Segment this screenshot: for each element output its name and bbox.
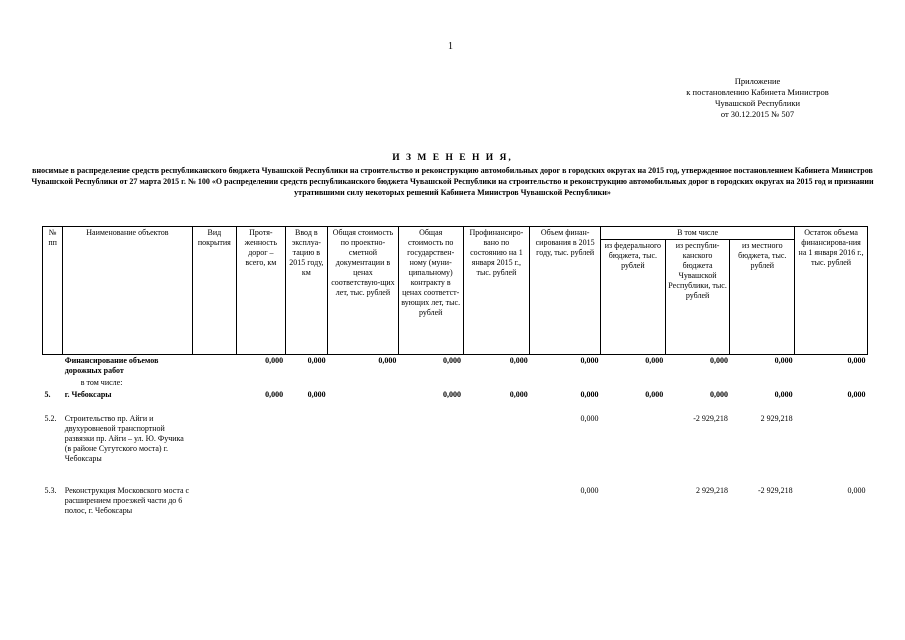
table-row <box>43 389 868 413</box>
document-title: И З М Е Н Е Н И Я, <box>392 153 513 163</box>
appendix-line-1: Приложение <box>734 76 781 86</box>
table-row <box>43 413 868 485</box>
row-name: в том числе: <box>80 378 123 387</box>
cell-prefinanced: 0,000 <box>509 390 528 399</box>
row-no: 5.2. <box>44 414 57 423</box>
appendix-line-2: к постановлению Кабинета Министров <box>686 87 829 97</box>
header-local: из местного бюджета, тыс. рублей <box>730 240 795 355</box>
appendix-line-3: Чувашской Республики <box>714 98 801 108</box>
cell-volume: 0,000 <box>580 390 599 399</box>
document-subtitle: вносимые в распределение средств республиканского бюджета Чувашской Республики на строительство и реконструкцию автомобильных дорог в городских округах на 2015 год, утвержденное постановлением Кабинета Министров Чувашской Республики от 27 марта 2015 г. № 100 «О распределении средств республиканского бюджета Чувашской Республики на строительство и реконструкцию автомобильных дорог в городских округах на 2015 год и признании утратившими силу некоторых решений Кабинета Министров Чувашской Республики» <box>31 166 874 197</box>
header-volume: Объем финан-сирования в 2015 году, тыс. рублей <box>530 227 601 355</box>
row-name: Строительство пр. Айги и двухуровневой транспортной развязки пр. Айги – ул. Ю. Фучика (в районе Сугутского моста) г. Чебоксары <box>64 414 184 463</box>
page-number: 1 <box>448 41 453 52</box>
cell-balance: 0,000 <box>847 356 866 365</box>
cell-volume: 0,000 <box>580 486 599 495</box>
cell-commission: 0,000 <box>307 390 326 399</box>
cell-balance: 0,000 <box>847 390 866 399</box>
cell-volume: 0,000 <box>580 414 599 423</box>
table-row <box>43 485 868 517</box>
cell-contract: 0,000 <box>443 390 462 399</box>
cell-republic: 0,000 <box>709 356 728 365</box>
appendix-block <box>640 76 875 120</box>
cell-design <box>328 389 399 413</box>
cell-design: 0,000 <box>378 356 397 365</box>
row-name: Реконструкция Московского моста с расширением проезжей части до 6 полос, г. Чебоксары <box>64 486 190 515</box>
cell-length: 0,000 <box>265 356 284 365</box>
header-commission: Ввод в эксплуа-тацию в 2015 году, км <box>285 227 327 355</box>
cell-local: 0,000 <box>774 390 793 399</box>
cell-commission: 0,000 <box>307 356 326 365</box>
cell-length: 0,000 <box>265 390 284 399</box>
cell-federal: 0,000 <box>645 356 664 365</box>
header-design-cost: Общая стоимость по проектно-сметной документации в ценах соответствую-щих лет, тыс. рублей <box>328 227 399 355</box>
cell-local: 2 929,218 <box>760 414 793 423</box>
cell-prefinanced: 0,000 <box>509 356 528 365</box>
header-name: Наименование объектов <box>63 227 192 355</box>
cell-federal: 0,000 <box>645 390 664 399</box>
cell-republic: -2 929,218 <box>693 414 728 423</box>
header-length: Протя-женность дорог – всего, км <box>237 227 286 355</box>
row-name: г. Чебоксары <box>64 390 112 399</box>
cell-republic: 2 929,218 <box>695 486 728 495</box>
header-including: В том числе <box>601 227 795 240</box>
cell-local: -2 929,218 <box>757 486 793 495</box>
cell-republic: 0,000 <box>709 390 728 399</box>
row-no: 5. <box>44 390 51 399</box>
header-balance: Остаток объема финансирова-ния на 1 января 2016 г., тыс. рублей <box>795 227 868 355</box>
table-row <box>43 377 868 389</box>
row-name: Финансирование объемов дорожных работ <box>64 356 159 375</box>
cell-contract: 0,000 <box>443 356 462 365</box>
row-no: 5.3. <box>44 486 57 495</box>
allocation-table <box>42 226 868 517</box>
header-type: Вид покрытия <box>192 227 236 355</box>
cell-local: 0,000 <box>774 356 793 365</box>
cell-volume: 0,000 <box>580 356 599 365</box>
header-federal: из федерального бюджета, тыс. рублей <box>601 240 666 355</box>
header-republic: из республи-канского бюджета Чувашской Республики, тыс. рублей <box>665 240 730 355</box>
header-contract-cost: Общая стоимость по государствен-ному (муни-ципальному) контракту в ценах соответст-вующих лет, тыс. рублей <box>398 227 463 355</box>
table-row <box>43 355 868 378</box>
header-prefinanced: Профинансиро-вано по состоянию на 1 января 2015 г., тыс. рублей <box>463 227 530 355</box>
header-no: № пп <box>43 227 63 355</box>
cell-balance: 0,000 <box>847 486 866 495</box>
appendix-line-4: от 30.12.2015 № 507 <box>720 109 795 119</box>
